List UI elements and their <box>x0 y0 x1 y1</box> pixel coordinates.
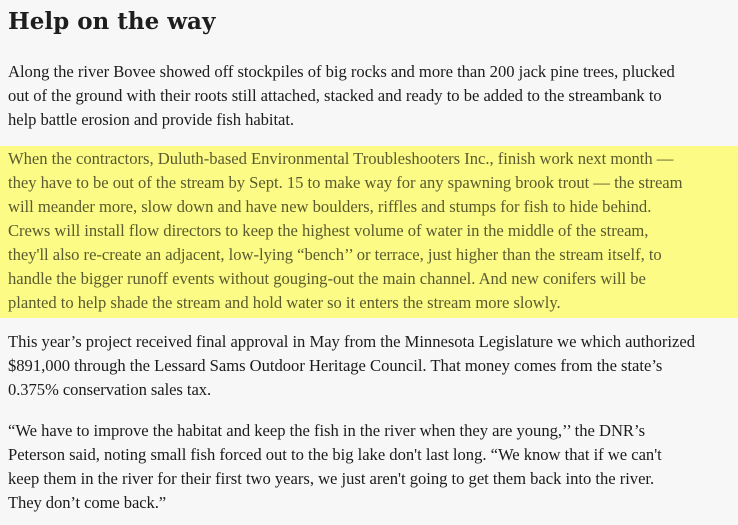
section-heading: Help on the way <box>8 8 216 35</box>
paragraph-line: Along the river Bovee showed off stockpiles of big rocks and more than 200 jack pine trees, plucked <box>8 62 675 81</box>
paragraph-line: 0.375% conservation sales tax. <box>8 380 212 399</box>
paragraph-line: keep them in the river for their first two years, we just aren't going to get them back into the river. <box>8 469 655 488</box>
paragraph-line: Crews will install flow directors to keep the highest volume of water in the middle of the stream, <box>8 221 649 240</box>
paragraph-line: help battle erosion and provide fish habitat. <box>8 110 295 129</box>
paragraph-line: they'll also re-create an adjacent, low-lying “bench’’ or terrace, just higher than the stream itself, to <box>8 245 662 264</box>
paragraph-line: handle the bigger runoff events without gouging-out the main channel. And new conifers will be <box>8 269 646 288</box>
paragraph-funding <box>8 330 734 402</box>
paragraph-line: planted to help shade the stream and hold water so it enters the stream more slowly. <box>8 293 561 312</box>
paragraph-stockpiles <box>8 60 734 132</box>
paragraph-line: they have to be out of the stream by Sept. 15 to make way for any spawning brook trout — the stream <box>8 173 683 192</box>
paragraph-line: “We have to improve the habitat and keep the fish in the river when they are young,’’ the DNR’s <box>8 421 646 440</box>
paragraph-quote <box>8 419 734 515</box>
paragraph-line: Peterson said, noting small fish forced out to the big lake don't last long. “We know that if we can't <box>8 445 662 464</box>
paragraph-line: They don’t come back.” <box>8 493 167 512</box>
paragraph-line: will meander more, slow down and have new boulders, riffles and stumps for fish to hide behind. <box>8 197 652 216</box>
paragraph-line: This year’s project received final approval in May from the Minnesota Legislature we which authorized <box>8 332 695 351</box>
highlighted-paragraph <box>8 147 734 315</box>
paragraph-line: $891,000 through the Lessard Sams Outdoor Heritage Council. That money comes from the state’s <box>8 356 663 375</box>
paragraph-line: out of the ground with their roots still attached, stacked and ready to be added to the streambank to <box>8 86 662 105</box>
paragraph-line: When the contractors, Duluth-based Environmental Troubleshooters Inc., finish work next month — <box>8 149 674 168</box>
